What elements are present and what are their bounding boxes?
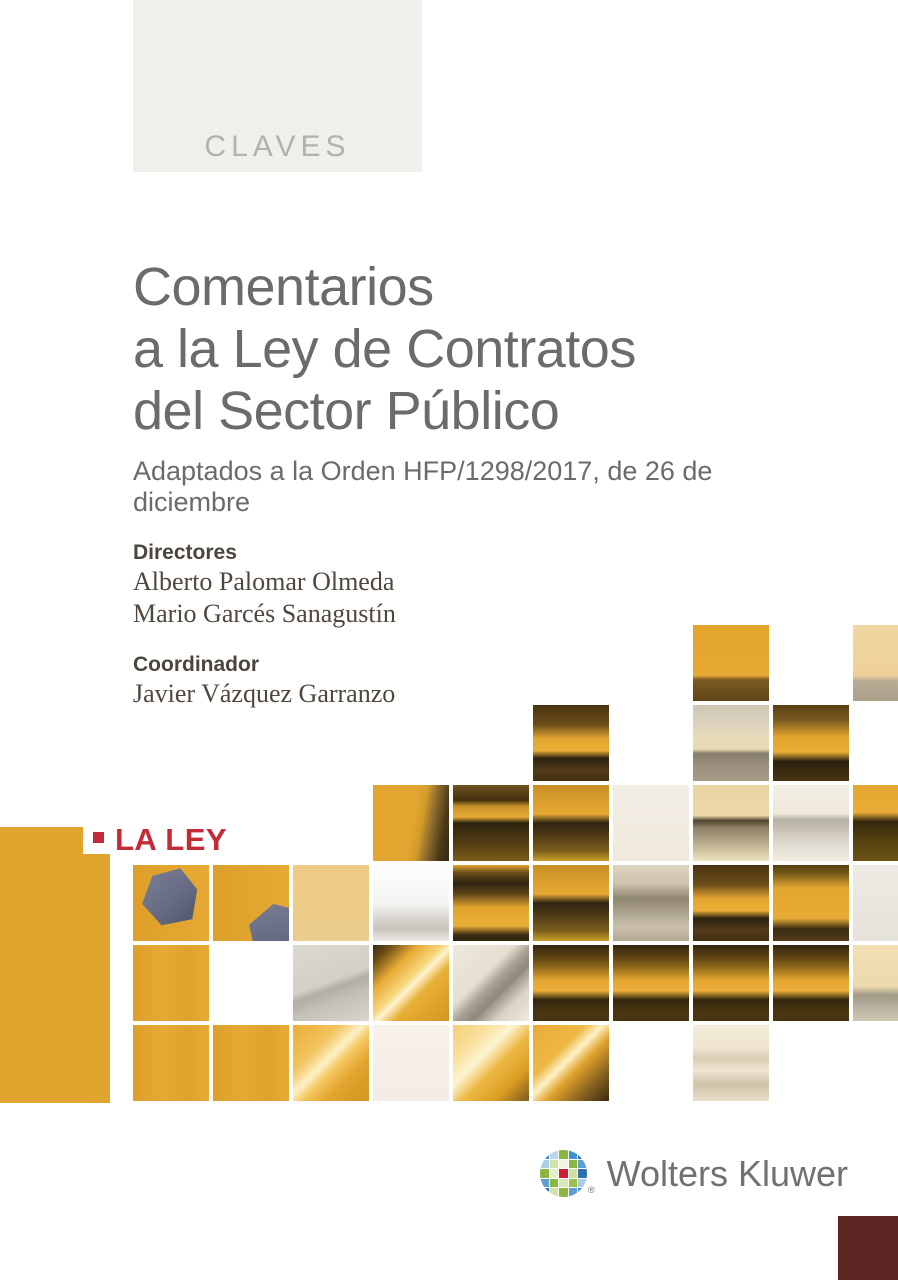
globe-cell [578, 1188, 587, 1197]
mosaic-empty-cell [133, 785, 209, 861]
globe-cell [540, 1179, 549, 1188]
director-name: Alberto Palomar Olmeda [133, 567, 395, 596]
mosaic-empty-cell [453, 625, 529, 701]
orange-accent-square [0, 827, 110, 1103]
mosaic-empty-cell [773, 625, 849, 701]
wolters-kluwer-globe-icon [540, 1150, 587, 1197]
coordinator-label: Coordinador [133, 653, 259, 676]
mosaic-empty-cell [213, 625, 289, 701]
mosaic-tile [133, 1025, 209, 1101]
mosaic-tile [293, 865, 369, 941]
laley-logo: LA LEY [115, 822, 228, 857]
mosaic-tile [373, 785, 449, 861]
globe-cell [540, 1150, 549, 1159]
globe-cell [550, 1169, 559, 1178]
collection-corner-mark [838, 1216, 898, 1280]
mosaic-tile [533, 945, 609, 1021]
mosaic-empty-cell [853, 705, 898, 781]
mosaic-tile [853, 785, 898, 861]
globe-cell [569, 1188, 578, 1197]
globe-cell [569, 1179, 578, 1188]
globe-cell [559, 1179, 568, 1188]
mosaic-tile [613, 865, 689, 941]
mosaic-empty-cell [213, 705, 289, 781]
globe-cell [578, 1179, 587, 1188]
collection-banner [133, 0, 422, 172]
wolters-kluwer-logo [540, 1150, 848, 1197]
mosaic-tile [853, 865, 898, 941]
registered-trademark-symbol: ® [588, 1185, 595, 1195]
photo-mosaic-grid [133, 625, 898, 1101]
globe-cell [569, 1160, 578, 1169]
photo-mosaic [133, 625, 898, 1102]
globe-cell [569, 1169, 578, 1178]
mosaic-tile [133, 945, 209, 1021]
globe-cell [559, 1188, 568, 1197]
globe-cell [550, 1179, 559, 1188]
mosaic-empty-cell [373, 625, 449, 701]
directors-label: Directores [133, 541, 237, 564]
mosaic-empty-cell [133, 625, 209, 701]
globe-cell [559, 1160, 568, 1169]
mosaic-tile [613, 945, 689, 1021]
mosaic-tile [373, 945, 449, 1021]
mosaic-empty-cell [453, 705, 529, 781]
collection-name: CLAVES [204, 130, 351, 163]
mosaic-tile [453, 945, 529, 1021]
mosaic-empty-cell [373, 705, 449, 781]
mosaic-tile [453, 1025, 529, 1101]
globe-cell [540, 1188, 549, 1197]
mosaic-tile [533, 705, 609, 781]
mosaic-tile [693, 785, 769, 861]
mosaic-empty-cell [773, 1025, 849, 1101]
laley-logo-bullet-icon [93, 832, 104, 843]
mosaic-tile [853, 945, 898, 1021]
mosaic-empty-cell [133, 705, 209, 781]
mosaic-tile [533, 1025, 609, 1101]
mosaic-tile [213, 1025, 289, 1101]
mosaic-empty-cell [213, 785, 289, 861]
coordinator-name: Javier Vázquez Garranzo [133, 679, 396, 708]
globe-cell [569, 1150, 578, 1159]
globe-cell [578, 1169, 587, 1178]
mosaic-empty-cell [613, 625, 689, 701]
mosaic-empty-cell [293, 785, 369, 861]
wolters-kluwer-wordmark: Wolters Kluwer [606, 1152, 849, 1194]
mosaic-tile [213, 865, 289, 941]
mosaic-tile [373, 1025, 449, 1101]
mosaic-tile [453, 785, 529, 861]
mosaic-empty-cell [293, 625, 369, 701]
globe-cell [559, 1150, 568, 1159]
mosaic-tile [773, 945, 849, 1021]
mosaic-tile [693, 705, 769, 781]
mosaic-empty-cell [293, 705, 369, 781]
book-title-line-1: Comentarios [133, 257, 434, 317]
mosaic-empty-cell [613, 1025, 689, 1101]
mosaic-tile [133, 865, 209, 941]
mosaic-tile [533, 785, 609, 861]
globe-cell [540, 1169, 549, 1178]
globe-cell [550, 1188, 559, 1197]
globe-cell [550, 1150, 559, 1159]
mosaic-tile [693, 865, 769, 941]
mosaic-tile [773, 705, 849, 781]
mosaic-tile [453, 865, 529, 941]
mosaic-tile [373, 865, 449, 941]
mosaic-tile [773, 865, 849, 941]
mosaic-tile [773, 785, 849, 861]
mosaic-tile [693, 1025, 769, 1101]
title-block [133, 256, 833, 518]
globe-cell [559, 1169, 568, 1178]
mosaic-tile [853, 625, 898, 701]
mosaic-tile [293, 1025, 369, 1101]
mosaic-tile [693, 625, 769, 701]
globe-cell [550, 1160, 559, 1169]
mosaic-tile [613, 785, 689, 861]
mosaic-empty-cell [853, 1025, 898, 1101]
globe-cell [540, 1160, 549, 1169]
book-title-line-3: del Sector Público [133, 381, 560, 441]
book-title-line-2: a la Ley de Contratos [133, 319, 636, 379]
globe-cell [578, 1150, 587, 1159]
globe-cell [578, 1160, 587, 1169]
book-subtitle: Adaptados a la Orden HFP/1298/2017, de 26 de diciembre [133, 456, 713, 517]
mosaic-tile [293, 945, 369, 1021]
mosaic-tile [693, 945, 769, 1021]
mosaic-tile [533, 865, 609, 941]
mosaic-empty-cell [533, 625, 609, 701]
mosaic-empty-cell [213, 945, 289, 1021]
mosaic-empty-cell [613, 705, 689, 781]
director-name: Mario Garcés Sanagustín [133, 599, 396, 628]
